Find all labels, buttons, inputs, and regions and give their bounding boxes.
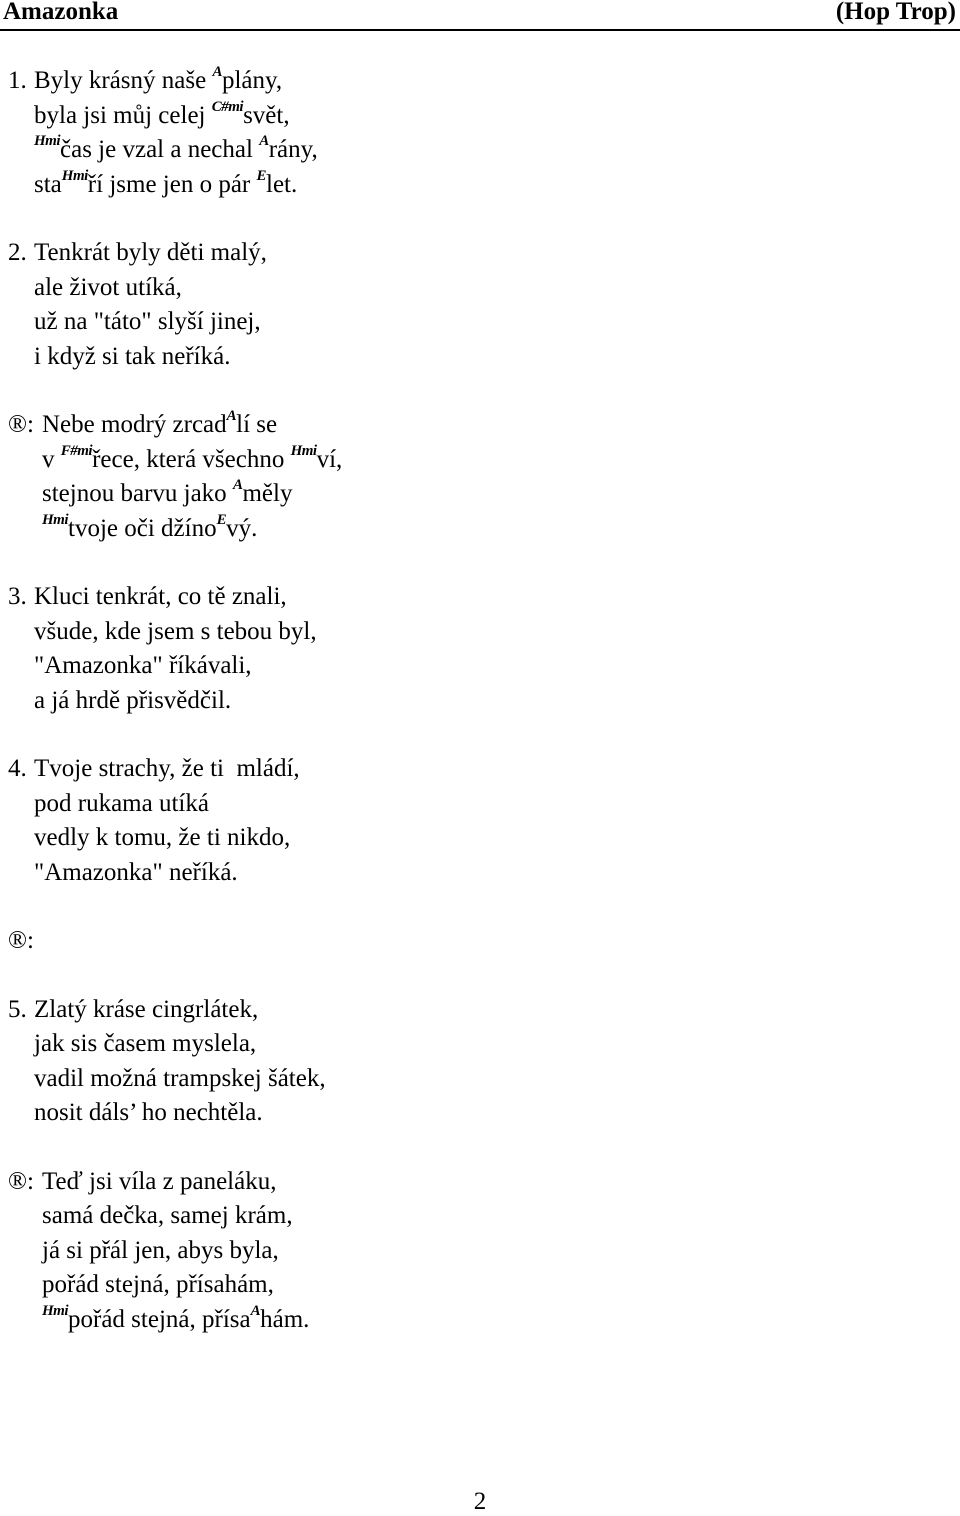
chorus-marker xyxy=(8,408,34,443)
lyric-line xyxy=(0,340,960,375)
band-name: (Hop Trop) xyxy=(835,0,956,25)
lyric-text: všude, kde jsem s tebou byl, xyxy=(34,617,317,645)
verse-number: 3. xyxy=(8,583,27,610)
lyric-text: jak sis časem myslela, xyxy=(34,1030,257,1057)
lyric-line xyxy=(0,1096,960,1131)
lyric-text: ale život utíká, xyxy=(34,273,182,301)
chorus-marker xyxy=(8,924,34,959)
lyric-line xyxy=(0,1165,960,1200)
chord: A xyxy=(250,1302,261,1319)
spacer xyxy=(0,718,960,752)
lyric-text: nosit dáls’ ho nechtěla. xyxy=(34,1099,263,1126)
lyric-text: i když si tak neříká. xyxy=(34,342,231,370)
verse-5 xyxy=(0,993,960,1131)
spacer xyxy=(0,959,960,993)
lyric-text xyxy=(34,64,282,102)
lyric-fragment: Byly krásný naše xyxy=(34,67,213,94)
chord: C#mi xyxy=(211,98,244,115)
chord: Hmi xyxy=(61,167,88,184)
lyric-text xyxy=(42,512,257,550)
chord: A xyxy=(259,133,269,149)
lyric-fragment: vý. xyxy=(226,514,258,542)
lyric-text: já si přál jen, abys byla, xyxy=(42,1236,279,1264)
lyric-fragment: rány, xyxy=(268,136,318,163)
lyric-fragment: hám. xyxy=(260,1305,310,1333)
lyric-line xyxy=(0,615,960,650)
lyric-text: "Amazonka" říkávali, xyxy=(34,652,252,679)
chord: A xyxy=(226,408,237,424)
spacer xyxy=(0,374,960,408)
refrain-icon: ® xyxy=(8,927,27,954)
lyric-line xyxy=(0,787,960,822)
spacer xyxy=(0,202,960,236)
lyric-fragment: měly xyxy=(242,480,293,507)
lyric-line xyxy=(0,408,960,443)
verse-number: 2. xyxy=(8,239,27,266)
chord: Hmi xyxy=(290,442,317,459)
lyric-text: vadil možná trampskej šátek, xyxy=(34,1064,326,1092)
lyric-line xyxy=(0,821,960,856)
lyric-fragment: ří jsme jen o pár xyxy=(87,170,257,198)
lyric-fragment: stejnou barvu jako xyxy=(42,480,233,507)
marker-colon: : xyxy=(27,927,34,954)
lyric-fragment: v xyxy=(42,445,61,473)
lyric-fragment: Nebe modrý zrcad xyxy=(42,411,227,438)
chorus-marker xyxy=(8,1165,34,1200)
lyric-fragment: sta xyxy=(34,170,62,198)
lyric-text: Tenkrát byly děti malý, xyxy=(34,239,267,266)
chord: Hmi xyxy=(42,1302,69,1319)
lyric-line xyxy=(0,443,960,478)
lyric-line xyxy=(0,924,960,959)
verse-number: 5. xyxy=(8,995,27,1023)
chorus-2 xyxy=(0,1165,960,1338)
lyric-line xyxy=(0,168,960,203)
chord: A xyxy=(232,477,243,493)
lyric-text xyxy=(42,408,277,446)
verse-2 xyxy=(0,236,960,374)
lyric-line xyxy=(0,752,960,787)
song-title: Amazonka xyxy=(3,0,119,25)
lyric-text: "Amazonka" neříká. xyxy=(34,858,238,886)
lyric-text: samá dečka, samej krám, xyxy=(42,1202,293,1229)
spacer xyxy=(0,890,960,924)
lyric-line xyxy=(0,993,960,1028)
lyric-fragment: let. xyxy=(266,170,298,198)
lyric-line xyxy=(0,1027,960,1062)
lyric-fragment: plány, xyxy=(221,67,283,94)
lyric-line xyxy=(0,64,960,99)
lyric-line xyxy=(0,856,960,891)
chord: Hmi xyxy=(42,511,69,528)
lyric-line xyxy=(0,1303,960,1338)
chord: F#mi xyxy=(60,442,93,459)
lyric-text: Teď jsi víla z paneláku, xyxy=(42,1167,277,1195)
marker-colon: : xyxy=(27,411,34,438)
refrain-icon: ® xyxy=(8,411,27,438)
marker-colon: : xyxy=(27,1167,34,1195)
lyric-line xyxy=(0,477,960,512)
verse-3 xyxy=(0,580,960,718)
lyric-text: už na "táto" slyší jinej, xyxy=(34,308,261,335)
lyric-line xyxy=(0,580,960,615)
lyric-fragment: lí se xyxy=(236,411,278,438)
lyric-text: a já hrdě přisvědčil. xyxy=(34,686,232,714)
lyric-fragment: pořád stejná, přísa xyxy=(68,1305,251,1333)
lyric-text: pořád stejná, přísahám, xyxy=(42,1271,274,1298)
verse-number: 4. xyxy=(8,755,27,782)
spacer xyxy=(0,546,960,580)
lyric-text: Kluci tenkrát, co tě znali, xyxy=(34,583,287,610)
lyric-text xyxy=(42,1303,309,1341)
lyric-text xyxy=(42,477,292,515)
verse-1 xyxy=(0,64,960,202)
lyric-fragment: čas je vzal a nechal xyxy=(60,136,260,163)
refrain-icon: ® xyxy=(8,1167,27,1195)
chord: E xyxy=(256,167,267,184)
chord: A xyxy=(212,64,222,80)
verse-number: 1. xyxy=(8,67,27,94)
lyric-text: vedly k tomu, že ti nikdo, xyxy=(34,824,291,851)
song-body xyxy=(0,64,960,1337)
lyric-text: pod rukama utíká xyxy=(34,789,209,817)
verse-4 xyxy=(0,752,960,890)
lyric-fragment: byla jsi můj celej xyxy=(34,101,212,129)
lyric-line xyxy=(0,512,960,547)
lyric-text xyxy=(34,99,290,137)
lyric-line xyxy=(0,236,960,271)
lyric-line xyxy=(0,1199,960,1234)
chord: E xyxy=(216,511,227,528)
page-number: 2 xyxy=(473,1488,487,1515)
chord: Hmi xyxy=(34,133,61,149)
lyric-text xyxy=(34,133,318,171)
page-header xyxy=(0,0,960,30)
lyric-line xyxy=(0,649,960,684)
lyric-fragment: tvoje oči džíno xyxy=(68,514,217,542)
lyric-fragment: svět, xyxy=(243,101,290,129)
lyric-text xyxy=(34,168,297,206)
lyric-line xyxy=(0,1062,960,1097)
lyric-line xyxy=(0,271,960,306)
spacer xyxy=(0,1131,960,1165)
lyric-line xyxy=(0,1268,960,1303)
lyric-text: Tvoje strachy, že ti mládí, xyxy=(34,755,300,782)
lyric-fragment: řece, která všechno xyxy=(92,445,291,473)
lyric-line xyxy=(0,99,960,134)
lyric-text: Zlatý kráse cingrlátek, xyxy=(34,995,259,1023)
chorus-repeat xyxy=(0,924,960,959)
lyric-line xyxy=(0,305,960,340)
lyric-text xyxy=(42,443,342,481)
lyric-line xyxy=(0,684,960,719)
lyric-fragment: ví, xyxy=(316,445,343,473)
lyric-line xyxy=(0,133,960,168)
header-rule xyxy=(0,29,960,31)
chorus-1 xyxy=(0,408,960,546)
lyric-line xyxy=(0,1234,960,1269)
